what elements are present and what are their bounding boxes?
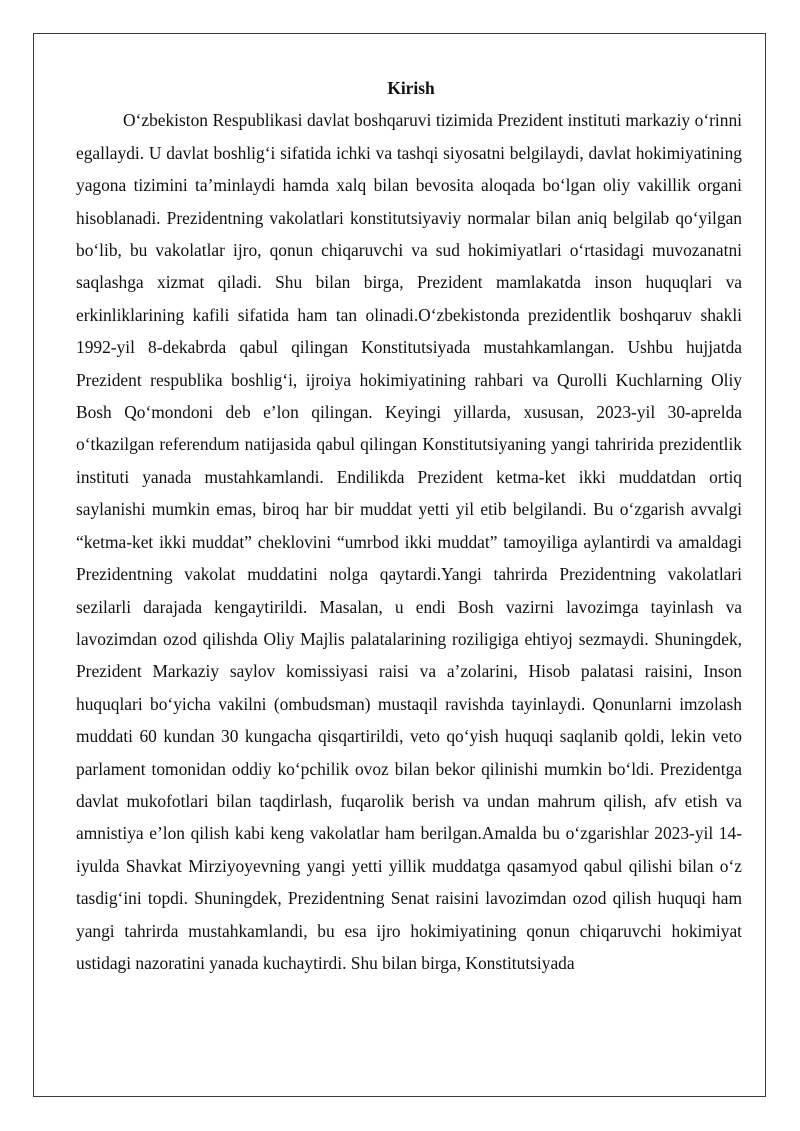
document-body — [76, 72, 742, 979]
section-title: Kirish — [387, 78, 435, 98]
body-paragraph: O‘zbekiston Respublikasi davlat boshqaruvi tizimida Prezident instituti markaziy o‘rinni egallaydi. U davlat boshlig‘i sifatida ichki va tashqi siyosatni belgilaydi, davlat hokimiyatining yagona tizimini ta’minlaydi hamda xalq bilan bevosita aloqada bo‘lgan oliy vakillik organi hisoblanadi. Prezidentning vakolatlari konstitutsiyaviy normalar bilan aniq belgilab qo‘yilgan bo‘lib, bu vakolatlar ijro, qonun chiqaruvchi va sud hokimiyatlari o‘rtasidagi muvozanatni saqlashga xizmat qiladi. Shu bilan birga, Prezident mamlakatda inson huquqlari va erkinliklarining kafili sifatida ham tan olinadi.O‘zbekistonda prezidentlik boshqaruv shakli 1992-yil 8-dekabrda qabul qilingan Konstitutsiyada mustahkamlangan. Ushbu hujjatda Prezident respublika boshlig‘i, ijroiya hokimiyatining rahbari va Qurolli Kuchlarning Oliy Bosh Qo‘mondoni deb e’lon qilingan. Keyingi yillarda, xususan, 2023-yil 30-aprelda o‘tkazilgan referendum natijasida qabul qilingan Konstitutsiyaning yangi tahririda prezidentlik instituti yanada mustahkamlandi. Endilikda Prezident ketma-ket ikki muddatdan ortiq saylanishi mumkin emas, biroq har bir muddat yetti yil etib belgilandi. Bu o‘zgarish avvalgi “ketma-ket ikki muddat” cheklovini “umrbod ikki muddat” tamoyiliga aylantirdi va amaldagi Prezidentning vakolat muddatini nolga qaytardi.Yangi tahrirda Prezidentning vakolatlari sezilarli darajada kengaytirildi. Masalan, u endi Bosh vazirni lavozimga tayinlash va lavozimdan ozod qilishda Oliy Majlis palatalarining roziligiga ehtiyoj sezmaydi. Shuningdek, Prezident Markaziy saylov komissiyasi raisi va a’zolarini, Hisob palatasi raisini, Inson huquqlari bo‘yicha vakilni (ombudsman) mustaqil ravishda tayinlaydi. Qonunlarni imzolash muddati 60 kundan 30 kungacha qisqartirildi, veto qo‘yish huquqi saqlanib qoldi, lekin veto parlament tomonidan oddiy ko‘pchilik ovoz bilan bekor qilinishi mumkin bo‘ldi. Prezidentga davlat mukofotlari bilan taqdirlash, fuqarolik berish va undan mahrum qilish, afv etish va amnistiya e’lon qilish kabi keng vakolatlar ham berilgan.Amalda bu o‘zgarishlar 2023-yil 14-iyulda Shavkat Mirziyoyevning yangi yetti yillik muddatga qasamyod qabul qilishi bilan o‘z tasdig‘ini topdi. Shuningdek, Prezidentning Senat raisini lavozimdan ozod qilish huquqi ham yangi tahrirda mustahkamlandi, bu esa ijro hokimiyatining qonun chiqaruvchi hokimiyat ustidagi nazoratini yanada kuchaytirdi. Shu bilan birga, Konstitutsiyada — [76, 110, 742, 973]
